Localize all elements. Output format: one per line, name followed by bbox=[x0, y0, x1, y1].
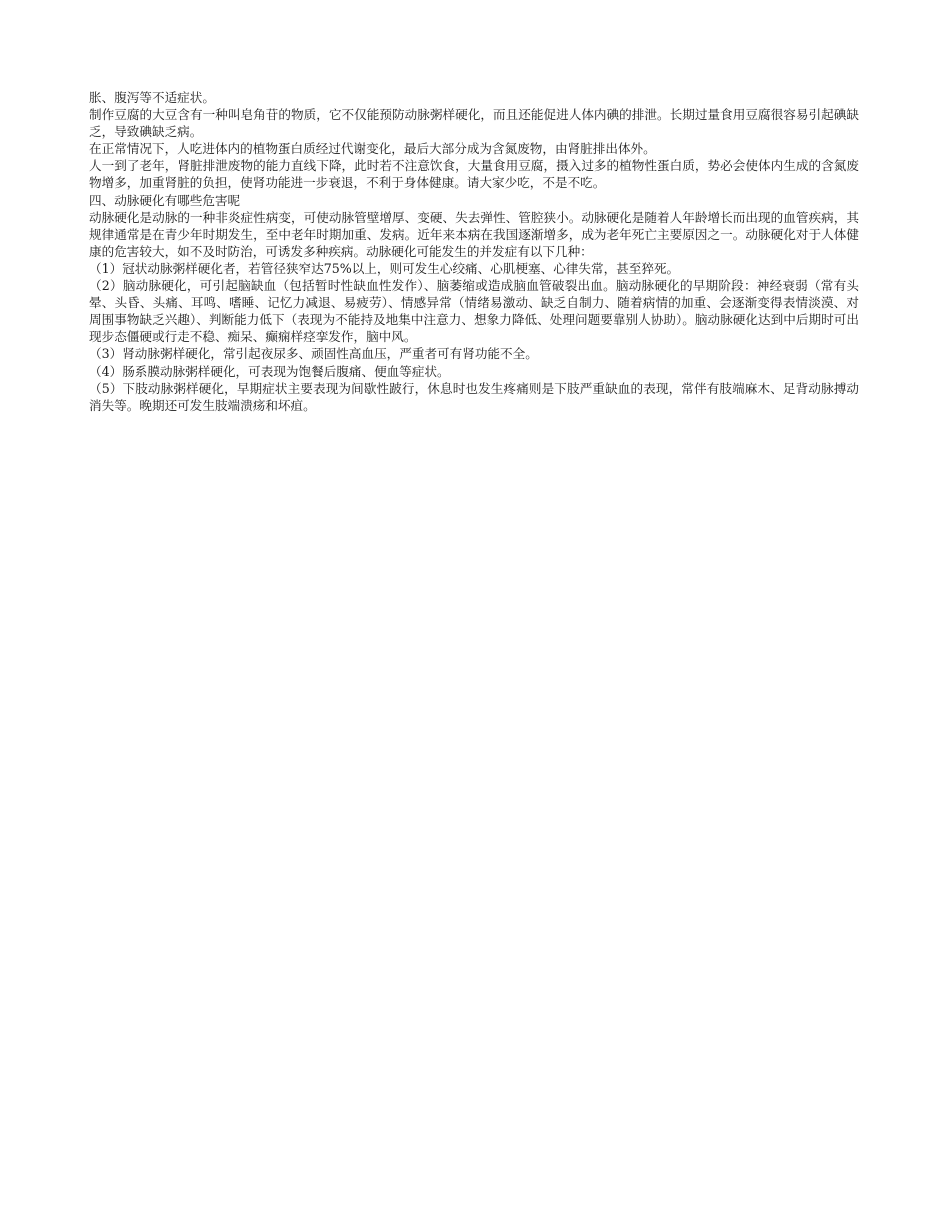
paragraph-protein-metabolism: 在正常情况下，人吃进体内的植物蛋白质经过代谢变化，最后大部分成为含氮废物，由肾脏排出体外。 bbox=[89, 141, 656, 157]
list-item-renal: （3）肾动脉粥样硬化，常引起夜尿多、顽固性高血压，严重者可有肾功能不全。 bbox=[89, 346, 538, 362]
list-item-cerebral: （2）脑动脉硬化，可引起脑缺血（包括暂时性缺血性发作）、脑萎缩或造成脑血管破裂出血。脑动脉硬化的早期阶段：神经衰弱（常有头晕、头昏、头痛、耳鸣、嗜睡、记忆力减退、易疲劳）、情感异常（情绪易激动、缺乏自制力、随着病情的加重、会逐渐变得表情淡漠、对周围事物缺乏兴趣）、判断能力低下（表现为不能持及地集中注意力、想象力降低、处理问题要靠别人协助）。脑动脉硬化达到中后期时可出现步态僵硬或行走不稳、痴呆、癫痫样痉挛发作，脑中风。 bbox=[89, 278, 859, 345]
paragraph-elderly-kidney: 人一到了老年，肾脏排泄废物的能力直线下降，此时若不注意饮食，大量食用豆腐，摄入过多的植物性蛋白质，势必会使体内生成的含氮废物增多，加重肾脏的负担，使肾功能进一步衰退，不利于身体健康。请大家少吃，不是不吃。 bbox=[89, 158, 859, 191]
paragraph-continuation: 胀、腹泻等不适症状。 bbox=[89, 90, 215, 105]
paragraph-tofu-saponin: 制作豆腐的大豆含有一种叫皂角苷的物质，它不仅能预防动脉粥样硬化，而且还能促进人体内碘的排泄。长期过量食用豆腐很容易引起碘缺乏，导致碘缺乏病。 bbox=[89, 107, 859, 140]
list-item-lower-limb: （5）下肢动脉粥样硬化，早期症状主要表现为间歇性跛行，休息时也发生疼痛则是下肢严重缺血的表现，常伴有肢端麻木、足背动脉搏动消失等。晚期还可发生肢端溃疡和坏疽。 bbox=[89, 380, 859, 413]
list-item-coronary: （1）冠状动脉粥样硬化者，若管径狭窄达75%以上，则可发生心绞痛、心肌梗塞、心律失常，甚至猝死。 bbox=[89, 260, 680, 276]
list-item-mesenteric: （4）肠系膜动脉粥样硬化，可表现为饱餐后腹痛、便血等症状。 bbox=[89, 363, 450, 379]
document-body bbox=[89, 89, 859, 414]
section-heading: 四、动脉硬化有哪些危害呢 bbox=[89, 192, 241, 208]
paragraph-arteriosclerosis-intro: 动脉硬化是动脉的一种非炎症性病变，可使动脉管壁增厚、变硬、失去弹性、管腔狭小。动脉硬化是随着人年龄增长而出现的血管疾病，其规律通常是在青少年时期发生，至中老年时期加重、发病。近年来本病在我国逐渐增多，成为老年死亡主要原因之一。动脉硬化对于人体健康的危害较大，如不及时防治，可诱发多种疾病。动脉硬化可能发生的并发症有以下几种： bbox=[89, 209, 859, 259]
